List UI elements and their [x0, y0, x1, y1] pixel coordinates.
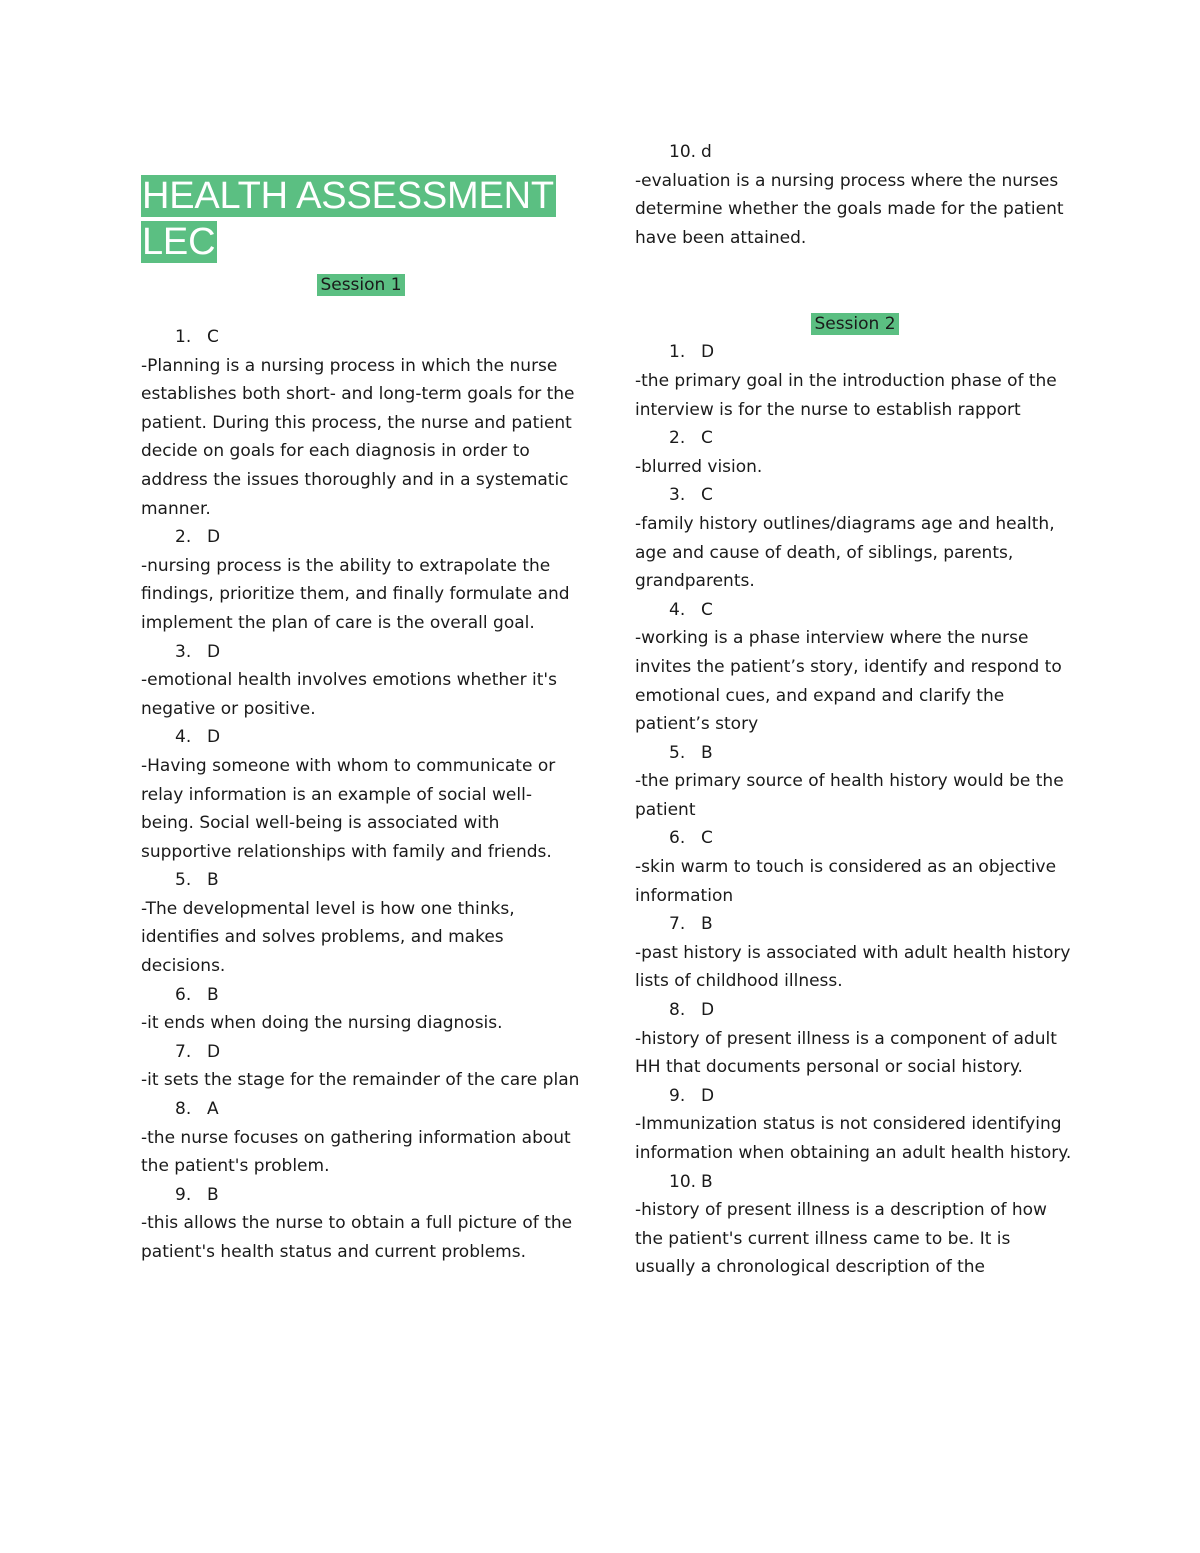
- item-explanation: -it ends when doing the nursing diagnosis.: [141, 1013, 503, 1034]
- item-number-line: [635, 424, 1075, 453]
- list-item: [635, 1168, 1075, 1282]
- session-2-label: Session 2: [811, 313, 898, 335]
- item-number-line: [141, 1038, 581, 1067]
- item-explanation: -history of present illness is a description of how the patient's current illness came to be. It is usually a chronological description of the: [635, 1200, 1047, 1278]
- item-number: 9.: [669, 1085, 686, 1106]
- carryover-item: [635, 138, 1075, 252]
- item-number-line: [141, 323, 581, 352]
- list-item: [635, 739, 1075, 825]
- list-item: [635, 481, 1075, 595]
- item-number: 1.: [669, 342, 686, 363]
- item-explanation: -the nurse focuses on gathering information about the patient's problem.: [141, 1127, 571, 1177]
- carryover-item-answer: d: [701, 142, 712, 162]
- item-explanation: -this allows the nurse to obtain a full picture of the patient's health status and current problems.: [141, 1213, 573, 1262]
- item-answer: B: [701, 1171, 713, 1192]
- item-explanation: -past history is associated with adult health history lists of childhood illness.: [635, 942, 1071, 992]
- item-answer: D: [207, 641, 221, 662]
- item-number-line: [635, 481, 1075, 510]
- item-number-line: [635, 996, 1075, 1025]
- item-answer: B: [701, 742, 713, 763]
- list-item: [141, 981, 581, 1038]
- item-explanation: -the primary source of health history would be the patient: [635, 771, 1064, 820]
- item-number: 4.: [669, 599, 686, 620]
- list-item: [635, 996, 1075, 1082]
- item-explanation: -family history outlines/diagrams age and health, age and cause of death, of siblings, parents, grandparents.: [635, 513, 1055, 592]
- item-number: 5.: [669, 742, 686, 763]
- item-number-line: [635, 824, 1075, 853]
- item-number: 8.: [175, 1099, 192, 1120]
- carryover-item-number: 10.: [669, 142, 697, 162]
- item-number-line: [141, 1095, 581, 1124]
- item-answer: B: [207, 1184, 219, 1205]
- item-answer: C: [701, 599, 713, 620]
- session-2-answer-list: [635, 338, 1075, 1282]
- list-item: [141, 723, 581, 866]
- item-explanation: -history of present illness is a component of adult HH that documents personal or social history.: [635, 1028, 1057, 1078]
- list-item: [141, 523, 581, 637]
- item-number: 8.: [669, 1000, 686, 1021]
- list-item: [635, 824, 1075, 910]
- item-number-line: [141, 638, 581, 667]
- left-column: [141, 173, 581, 1267]
- session-1-heading: [141, 271, 581, 299]
- item-number: 3.: [669, 485, 686, 506]
- item-answer: D: [207, 1041, 221, 1062]
- session-2-heading: [635, 310, 1075, 338]
- item-explanation: -The developmental level is how one thinks, identifies and solves problems, and makes decisions.: [141, 898, 515, 977]
- session-1-answer-list: [141, 323, 581, 1267]
- item-answer: C: [701, 828, 713, 849]
- item-number: 10.: [669, 1171, 697, 1192]
- list-item: [141, 638, 581, 724]
- item-answer: B: [207, 870, 219, 891]
- item-explanation: -emotional health involves emotions whether it's negative or positive.: [141, 670, 557, 719]
- item-explanation: -Immunization status is not considered identifying information when obtaining an adult health history.: [635, 1114, 1072, 1163]
- item-number-line: [635, 910, 1075, 939]
- list-item: [635, 338, 1075, 424]
- item-number: 6.: [175, 984, 192, 1005]
- item-number-line: [141, 866, 581, 895]
- item-number-line: [635, 1168, 1075, 1197]
- list-item: [635, 910, 1075, 996]
- item-explanation: -Planning is a nursing process in which the nurse establishes both short- and long-term goals for the patient. During this process, the nurse and patient decide on goals for each diagnosis in order to address the issues thoroughly and in a systematic manner.: [141, 355, 575, 519]
- document-title-line-1: HEALTH ASSESSMENT: [142, 175, 554, 217]
- item-number-line: [141, 723, 581, 752]
- item-number: 1.: [175, 327, 192, 347]
- item-number-line: [635, 1082, 1075, 1111]
- item-explanation: -the primary goal in the introduction phase of the interview is for the nurse to establish rapport: [635, 370, 1057, 420]
- item-answer: D: [701, 342, 715, 363]
- list-item: [635, 1082, 1075, 1168]
- item-number-line: [635, 338, 1075, 367]
- item-number-line: [141, 1181, 581, 1210]
- item-number-line: [635, 739, 1075, 768]
- list-item: [635, 596, 1075, 739]
- document-title: [141, 173, 581, 265]
- list-item: [635, 424, 1075, 481]
- session-1-label: Session 1: [317, 274, 404, 296]
- list-item: [141, 1038, 581, 1095]
- list-item: [141, 1095, 581, 1181]
- item-number: 2.: [175, 527, 192, 548]
- carryover-item-number-line: [635, 138, 1075, 167]
- item-answer: C: [207, 327, 219, 347]
- list-item: [141, 866, 581, 980]
- item-number: 2.: [669, 428, 686, 449]
- item-number-line: [635, 596, 1075, 625]
- item-number: 4.: [175, 727, 192, 748]
- right-column: [635, 138, 1075, 1282]
- item-answer: A: [207, 1099, 219, 1120]
- item-explanation: -Having someone with whom to communicate or relay information is an example of social well-being. Social well-being is associated with supportive relationships with family and friends.: [141, 755, 556, 862]
- item-explanation: -it sets the stage for the remainder of the care plan: [141, 1070, 580, 1091]
- item-number: 7.: [175, 1041, 192, 1062]
- item-answer: D: [207, 527, 221, 548]
- item-explanation: -nursing process is the ability to extrapolate the findings, prioritize them, and finally formulate and implement the plan of care is the overall goal.: [141, 555, 570, 633]
- item-number-line: [141, 523, 581, 552]
- item-answer: C: [701, 428, 713, 449]
- item-number: 9.: [175, 1184, 192, 1205]
- list-item: [141, 323, 581, 523]
- item-answer: B: [701, 914, 713, 935]
- item-explanation: -skin warm to touch is considered as an objective information: [635, 857, 1057, 906]
- item-number: 7.: [669, 914, 686, 935]
- item-answer: C: [701, 485, 713, 506]
- list-item: [141, 1181, 581, 1267]
- item-answer: D: [701, 1000, 715, 1021]
- item-answer: D: [701, 1085, 715, 1106]
- item-answer: D: [207, 727, 221, 748]
- item-number: 3.: [175, 641, 192, 662]
- item-number: 6.: [669, 828, 686, 849]
- document-title-line-2: LEC: [142, 221, 216, 263]
- carryover-item-explanation: -evaluation is a nursing process where the nurses determine whether the goals made for the patient have been attained.: [635, 170, 1064, 248]
- item-number: 5.: [175, 870, 192, 891]
- item-explanation: -blurred vision.: [635, 456, 763, 477]
- item-number-line: [141, 981, 581, 1010]
- item-answer: B: [207, 984, 219, 1005]
- item-explanation: -working is a phase interview where the nurse invites the patient’s story, identify and respond to emotional cues, and expand and clarify the patient’s story: [635, 628, 1062, 735]
